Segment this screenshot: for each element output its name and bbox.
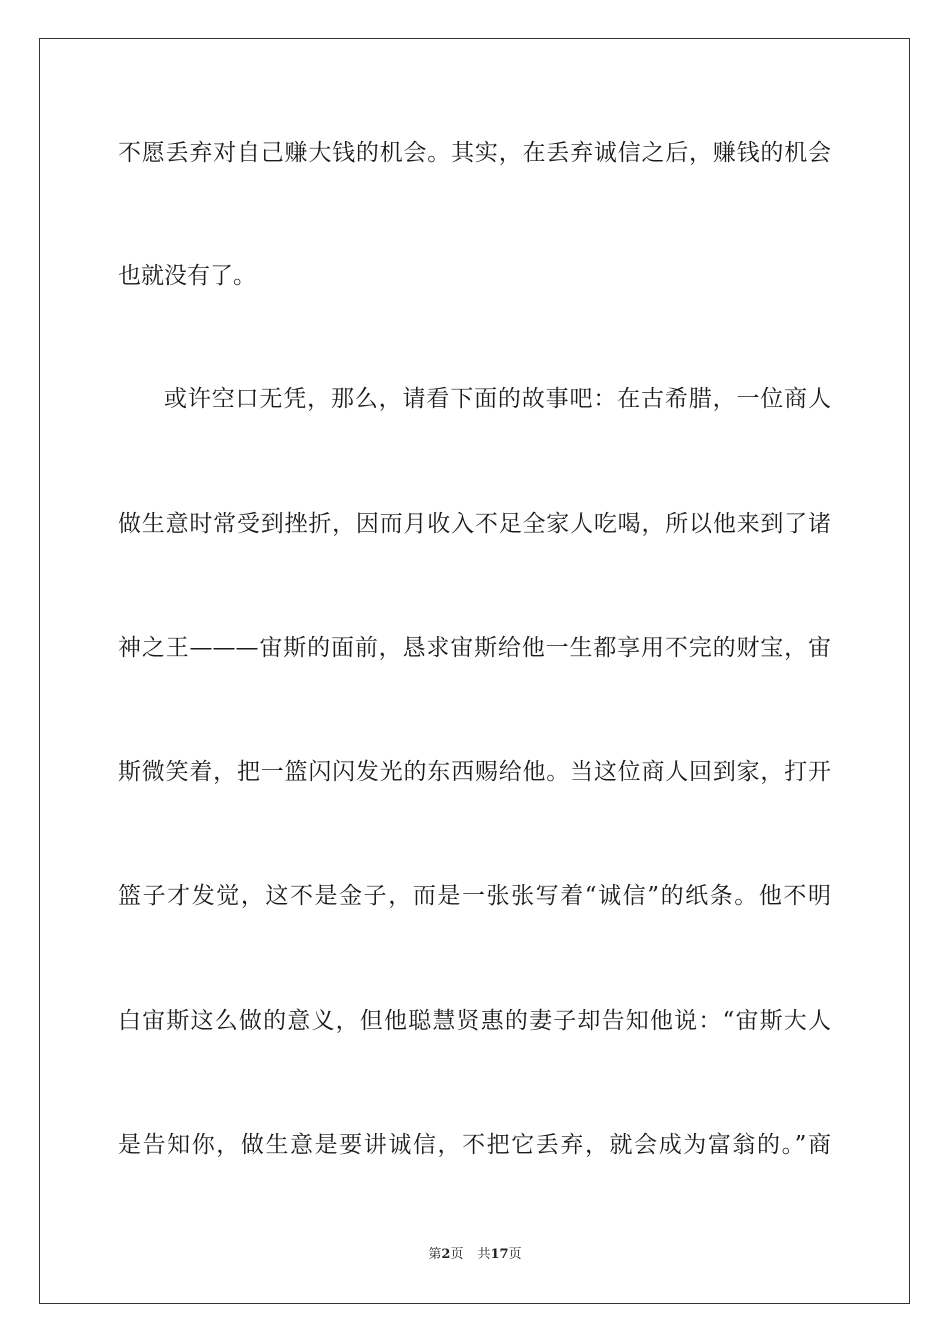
text-line-7: 篮子才发觉，这不是金子，而是一张张写着“诚信”的纸条。他不明 [118,883,831,909]
page-prefix: 第 [428,1247,442,1262]
page-border [39,38,910,1304]
text-line-6: 斯微笑着，把一篮闪闪发光的东西赐给他。当这位商人回到家，打开 [118,759,831,785]
total-suffix: 页 [508,1247,522,1262]
text-line-9: 是告知你，做生意是要讲诚信，不把它丢弃，就会成为富翁的。”商 [118,1132,831,1158]
total-pages: 17 [490,1247,509,1262]
text-line-2: 也就没有了。 [118,263,256,289]
text-line-5: 神之王———宙斯的面前，恳求宙斯给他一生都享用不完的财宝，宙 [118,635,831,661]
text-line-1: 不愿丢弃对自己赚大钱的机会。其实，在丢弃诚信之后，赚钱的机会 [118,140,831,166]
page-footer [0,1246,950,1264]
text-line-4: 做生意时常受到挫折，因而月收入不足全家人吃喝，所以他来到了诸 [118,511,831,537]
text-line-8: 白宙斯这么做的意义，但他聪慧贤惠的妻子却告知他说：“宙斯大人 [118,1008,831,1034]
total-prefix: 共 [477,1247,491,1262]
text-line-3-paragraph-start: 或许空口无凭，那么，请看下面的故事吧：在古希腊，一位商人 [164,386,831,412]
page-suffix: 页 [450,1247,464,1262]
page-number: 2 [441,1247,451,1262]
